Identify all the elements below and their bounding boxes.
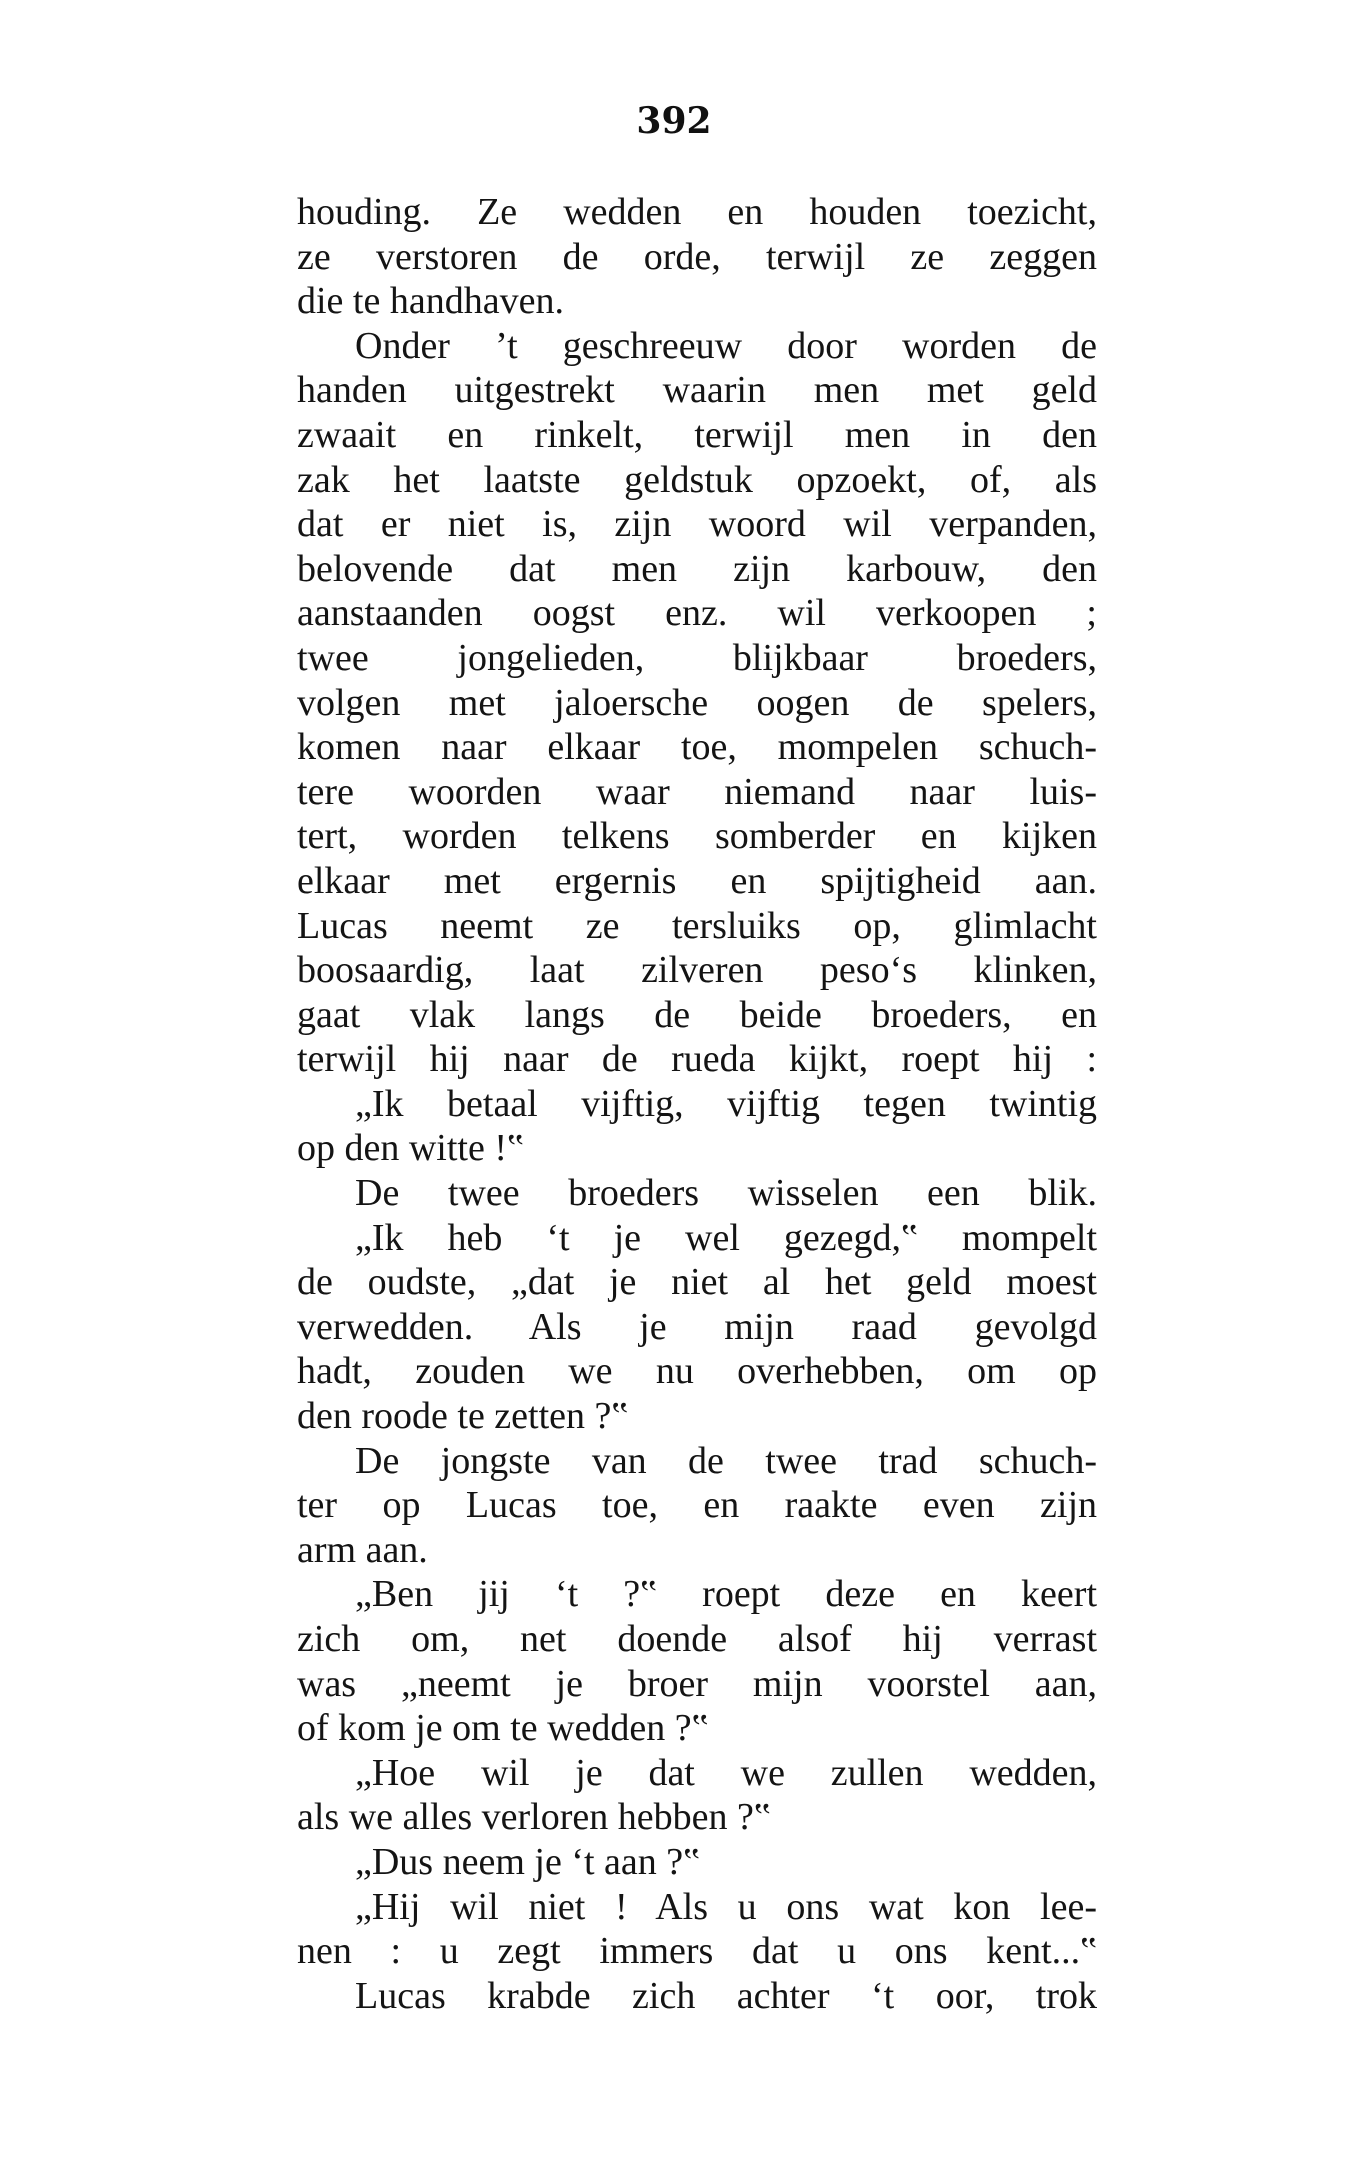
- text-line: Lucas neemt ze tersluiks op, glimlacht: [297, 904, 1097, 947]
- text-line: ter op Lucas toe, en raakte even zijn: [297, 1484, 1097, 1527]
- text-line: De twee broeders wisselen een blik.: [355, 1172, 1097, 1215]
- text-line: zak het laatste geldstuk opzoekt, of, als: [297, 458, 1097, 501]
- text-line: „Ik betaal vijftig, vijftig tegen twintig: [355, 1082, 1097, 1125]
- text-line: „Dus neem je ‘t aan ?‟: [355, 1840, 700, 1883]
- text-line: „Ik heb ‘t je wel gezegd,‟ mompelt: [355, 1216, 1097, 1259]
- text-line: verwedden. Als je mijn raad gevolgd: [297, 1305, 1097, 1348]
- body-text: [297, 190, 1097, 2018]
- text-line: Onder ’t geschreeuw door worden de: [355, 324, 1097, 367]
- page-number: 392: [636, 100, 712, 142]
- text-line: volgen met jaloersche oogen de spelers,: [297, 681, 1097, 724]
- text-line: handen uitgestrekt waarin men met geld: [297, 369, 1097, 412]
- text-line: die te handhaven.: [297, 280, 564, 323]
- text-line: „Ben jij ‘t ?‟ roept deze en keert: [355, 1573, 1097, 1616]
- text-line: hadt, zouden we nu overhebben, om op: [297, 1350, 1097, 1393]
- text-line: den roode te zetten ?‟: [297, 1395, 629, 1438]
- text-line: boosaardig, laat zilveren peso‘s klinken,: [297, 949, 1097, 992]
- text-line: tert, worden telkens somberder en kijken: [297, 815, 1097, 858]
- text-line: De jongste van de twee trad schuch-: [355, 1439, 1097, 1482]
- text-line: elkaar met ergernis en spijtigheid aan.: [297, 859, 1097, 902]
- text-line: Lucas krabde zich achter ‘t oor, trok: [355, 1974, 1097, 2017]
- text-line: de oudste, „dat je niet al het geld moest: [297, 1261, 1097, 1304]
- text-line: ze verstoren de orde, terwijl ze zeggen: [297, 235, 1097, 278]
- text-line: komen naar elkaar toe, mompelen schuch-: [297, 726, 1097, 769]
- text-line: twee jongelieden, blijkbaar broeders,: [297, 636, 1097, 679]
- text-line: was „neemt je broer mijn voorstel aan,: [297, 1662, 1097, 1705]
- text-line: als we alles verloren hebben ?‟: [297, 1796, 771, 1839]
- text-line: „Hoe wil je dat we zullen wedden,: [355, 1751, 1097, 1794]
- text-line: aanstaanden oogst enz. wil verkoopen ;: [297, 592, 1097, 635]
- text-line: gaat vlak langs de beide broeders, en: [297, 993, 1097, 1036]
- text-line: belovende dat men zijn karbouw, den: [297, 547, 1097, 590]
- text-line: terwijl hij naar de rueda kijkt, roept hij :: [297, 1038, 1097, 1081]
- text-line: op den witte !‟: [297, 1127, 524, 1170]
- text-line: zich om, net doende alsof hij verrast: [297, 1618, 1097, 1660]
- text-line: arm aan.: [297, 1528, 428, 1571]
- text-line: houding. Ze wedden en houden toezicht,: [297, 191, 1097, 233]
- text-line: „Hij wil niet ! Als u ons wat kon lee-: [355, 1885, 1097, 1928]
- text-line: nen : u zegt immers dat u ons kent...‟: [297, 1930, 1097, 1973]
- text-line: zwaait en rinkelt, terwijl men in den: [297, 413, 1097, 456]
- text-line: of kom je om te wedden ?‟: [297, 1707, 709, 1750]
- text-line: dat er niet is, zijn woord wil verpanden,: [297, 503, 1097, 546]
- text-line: tere woorden waar niemand naar luis-: [297, 770, 1097, 813]
